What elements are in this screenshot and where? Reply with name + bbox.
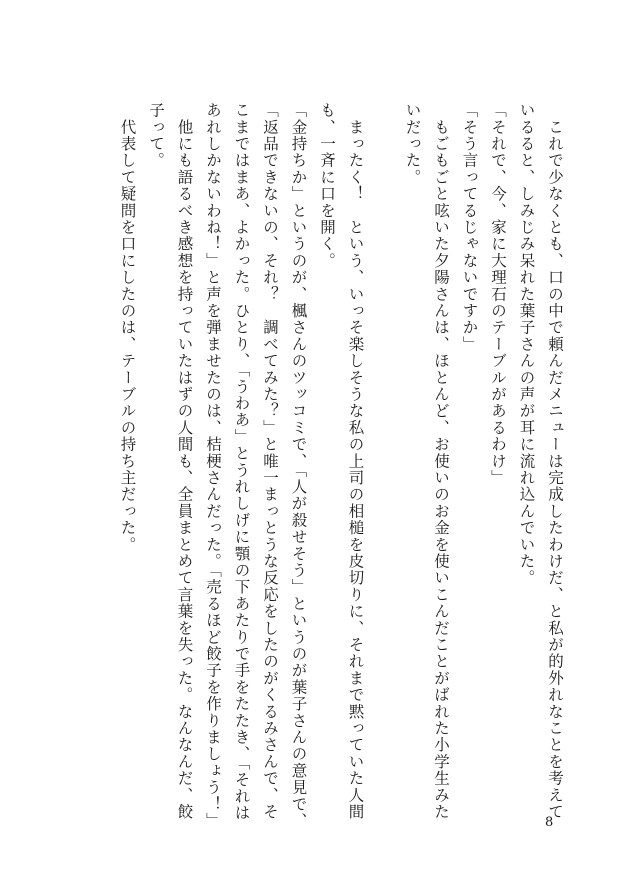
paragraph: 「それで、今、家に大理石のテーブルがあるわけ」 xyxy=(489,102,507,487)
paragraph: これで少なくとも、口の中で頼んだメニューは完成したわけだ、と私が的外れなことを考えているると、しみじみ呆れた葉子さんの声が耳に流れ込んでいた。 xyxy=(517,102,564,821)
paragraph: 「金持ちか」というのが、楓さんのツッコミで、「人が殺せそう」というのが葉子さんの意見で、「返品できないの、それ？ 調べてみた？」と唯一まっとうな反応をしたのがくるみさんで、そこまではまあ、よかった。ひとり、「うわあ」とうれしげに顎の下あたりで手をたたき、「それはあれしかないわね！」と声を弾ませたのは、桔梗さんだった。「売るほど餃子を作りましょう！」 xyxy=(204,102,308,830)
paragraph: 「そう言ってるじゃないですか」 xyxy=(460,102,479,353)
paragraph: 代表して疑問を口にしたのは、テーブルの持ち主だった。 xyxy=(118,102,137,553)
page-number: 8 xyxy=(545,815,554,830)
paragraph: 他にも語るべき感想を持っていたはずの人間も、全員まとめて言葉を失った。なんなんだ、餃子って。 xyxy=(147,102,194,821)
paragraph: もごもごと呟いた夕陽さんは、ほとんど、お使いのお金を使いこんだことがばれた小学生みたいだった。 xyxy=(403,102,450,821)
paragraph: まったく！ という、いっそ楽しそうな私の上司の相槌を皮切りに、それまで黙っていた人間も、一斉に口を開く。 xyxy=(318,102,365,821)
body-text xyxy=(39,102,569,832)
paragraph-blank xyxy=(370,102,399,832)
